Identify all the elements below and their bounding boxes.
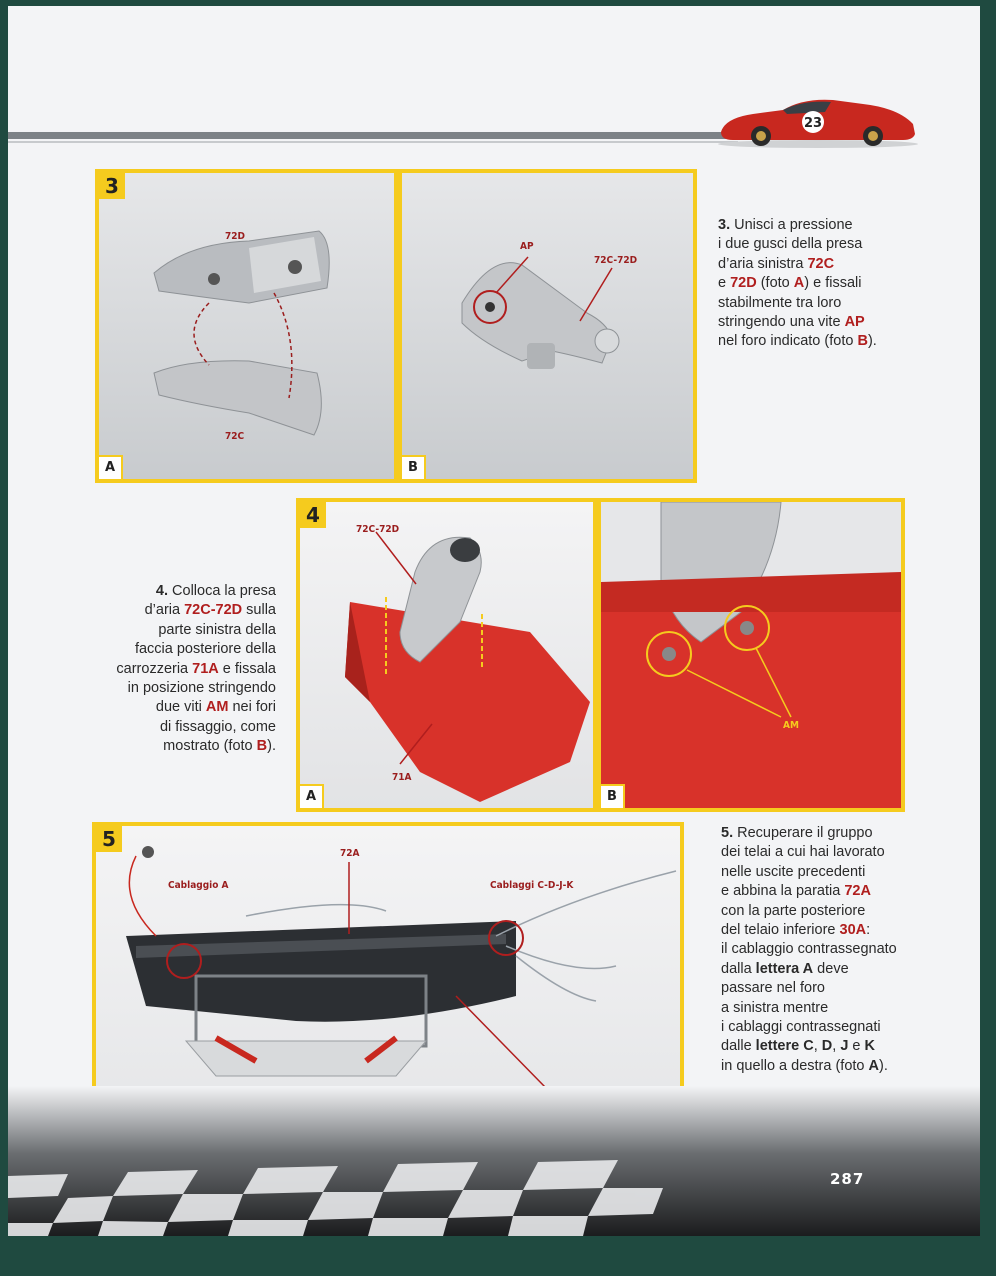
- step5-line10: a sinistra mentre: [721, 999, 829, 1016]
- step5-letter-k: K: [864, 1038, 875, 1055]
- caption-ap: AP: [520, 241, 534, 252]
- step5-part-72a: 72A: [844, 883, 871, 900]
- header-rule-thin: [8, 141, 738, 143]
- step5-line8a: dalla: [721, 960, 756, 977]
- step3-line1: Unisci a pressione: [730, 217, 853, 233]
- step5-line6a: del telaio inferiore: [721, 922, 840, 939]
- step3-line4c: (foto: [756, 275, 794, 292]
- step5-line13c: ).: [879, 1057, 888, 1074]
- page-number: 287: [830, 1170, 865, 1188]
- air-intake-shells-image: [99, 173, 394, 479]
- step3-line4e: ) e fissali: [804, 275, 862, 292]
- step4-part-71a: 71A: [192, 660, 219, 677]
- step4-line2a: d’aria: [144, 602, 185, 619]
- step4-line3: parte sinistra della: [158, 621, 276, 638]
- step4-number: 4: [300, 502, 326, 528]
- assembled-air-intake-image: [402, 173, 693, 479]
- step3-photo-b-label: B: [402, 455, 426, 479]
- step3-ref-a: A: [793, 275, 805, 292]
- step4-part-am: AM: [205, 699, 229, 716]
- step3-line5: stabilmente tra loro: [718, 294, 842, 311]
- caption-am: AM: [783, 720, 799, 731]
- step3-line7c: ).: [867, 333, 877, 350]
- step4-line8: di fissaggio, come: [159, 718, 276, 735]
- step4-frame: [296, 498, 905, 812]
- instruction-page: [8, 6, 980, 1236]
- step3-ref-b: B: [857, 333, 868, 350]
- step4-photo-a-label: A: [300, 784, 324, 808]
- checkered-track-graphic: [8, 1086, 980, 1236]
- step5-line3: nelle uscite precedenti: [721, 863, 866, 880]
- step3-line2: i due gusci della presa: [718, 236, 863, 253]
- step3-text-num: 3.: [718, 217, 731, 233]
- step5-line1: Recuperare il gruppo: [733, 825, 873, 841]
- step4-photo-b: [601, 502, 901, 808]
- caption-72a: 72A: [340, 848, 360, 859]
- race-car-illustration: [713, 94, 923, 150]
- step3-photo-a-label: A: [99, 455, 123, 479]
- step4-line6: in posizione stringendo: [127, 680, 276, 697]
- step5-line2: dei telai a cui hai lavorato: [721, 844, 885, 861]
- car-number: 23: [803, 116, 823, 131]
- caption-cablaggi-c-d-j-k: Cablaggi C-D-J-K: [490, 880, 574, 891]
- caption-72d: 72D: [225, 231, 245, 242]
- step4-line7a: due viti: [155, 699, 206, 716]
- header-rule: [8, 132, 738, 139]
- step5-line12g: e: [848, 1038, 865, 1055]
- step3-photo-a: [99, 173, 394, 479]
- step4-line4: faccia posteriore della: [134, 641, 276, 658]
- step5-ref-a: A: [868, 1057, 879, 1074]
- step4-part-72c-72d: 72C-72D: [184, 602, 243, 619]
- step5-line12e: ,: [832, 1038, 841, 1055]
- step4-line9c: ).: [267, 738, 276, 755]
- step5-line9: passare nel foro: [721, 980, 825, 997]
- step4-line1: Colloca la presa: [168, 583, 276, 599]
- step3-frame: [95, 169, 697, 483]
- step5-lettera-a: lettera A: [755, 960, 814, 977]
- step5-line6c: :: [866, 922, 871, 939]
- step5-number: 5: [96, 826, 122, 852]
- step3-line7: nel foro indicato (foto: [718, 333, 858, 350]
- step5-line11: i cablaggi contrassegnati: [721, 1019, 881, 1036]
- step4-instructions: [108, 582, 276, 757]
- step3-part-72d: 72D: [730, 275, 757, 292]
- step5-line8c: deve: [813, 960, 849, 977]
- step5-line5: con la parte posteriore: [721, 902, 866, 919]
- step4-photo-a: [300, 502, 593, 808]
- caption-72c-72d-step4: 72C-72D: [356, 524, 400, 535]
- step5-line7: il cablaggio contrassegnato: [721, 941, 897, 958]
- step5-line12c: ,: [813, 1038, 822, 1055]
- step5-instructions: [721, 824, 897, 1076]
- step5-letter-j: J: [840, 1038, 849, 1055]
- caption-71a: 71A: [392, 772, 412, 783]
- step3-instructions: [718, 216, 877, 352]
- step5-line13a: in quello a destra (foto: [721, 1057, 869, 1074]
- step4-line9a: mostrato (foto: [163, 738, 257, 755]
- step5-letter-d: D: [821, 1038, 833, 1055]
- step4-line5a: carrozzeria: [116, 660, 193, 677]
- caption-72c-72d: 72C-72D: [594, 255, 638, 266]
- step3-line4a: e: [718, 275, 731, 292]
- step5-line12a: dalle: [721, 1038, 756, 1055]
- step5-line4a: e abbina la paratia: [721, 883, 845, 900]
- step3-part-ap: AP: [844, 314, 865, 331]
- step4-ref-b: B: [256, 738, 268, 755]
- caption-cablaggio-a: Cablaggio A: [168, 880, 229, 891]
- bodywork-with-intake-image: [300, 502, 593, 808]
- step3-photo-b: [402, 173, 693, 479]
- step4-line2c: sulla: [242, 602, 276, 619]
- screws-closeup-image: [601, 502, 901, 808]
- step3-number: 3: [99, 173, 125, 199]
- step4-line7c: nei fori: [228, 699, 276, 716]
- step4-line5c: e fissala: [218, 660, 276, 677]
- step5-part-30a: 30A: [839, 922, 867, 939]
- step5-lettere-c: lettere C: [755, 1038, 814, 1055]
- step4-text-num: 4.: [155, 583, 168, 599]
- step3-line3: d’aria sinistra: [718, 255, 808, 272]
- caption-72c: 72C: [225, 431, 245, 442]
- step5-text-num: 5.: [721, 825, 734, 841]
- step3-part-72c: 72C: [807, 255, 835, 272]
- step3-line6: stringendo una vite: [718, 314, 845, 331]
- step4-photo-b-label: B: [601, 784, 625, 808]
